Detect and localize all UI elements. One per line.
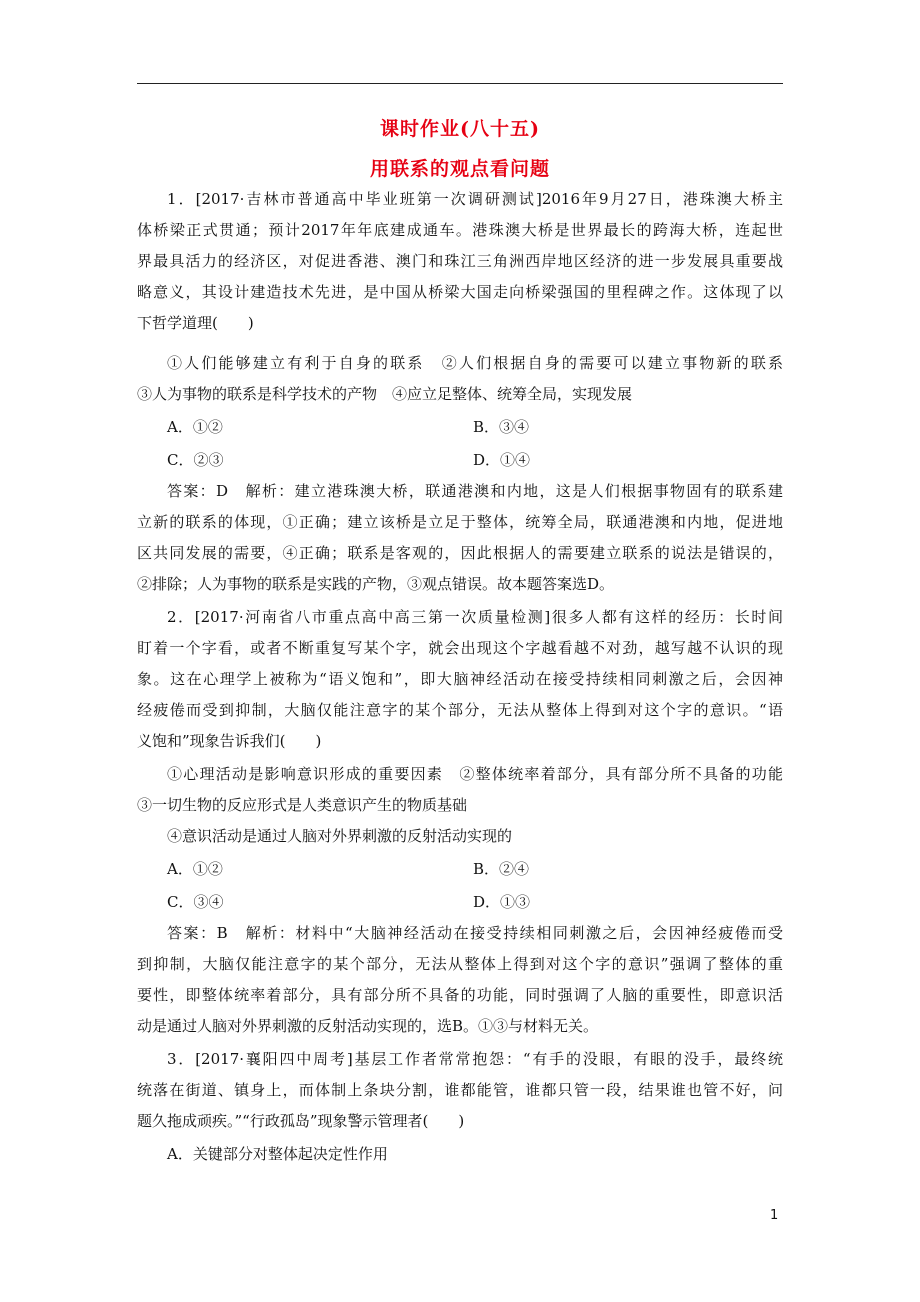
question-3-stem-line-2: 统落在街道、镇身上，而体制上条块分割，谁都能管，谁都只管一段，结果谁也管不好，问	[137, 1081, 783, 1099]
question-1-stem-line-1: 1．[2017·吉林市普通高中毕业班第一次调研测试]2016年9月27日，港珠澳大桥主	[167, 190, 783, 208]
page-number: 1	[770, 1208, 779, 1223]
question-1-answer-line-3: 区共同发展的需要，④正确；联系是客观的，因此根据人的需要建立联系的说法是错误的，	[137, 544, 783, 562]
question-2-stem-line-1: 2．[2017·河南省八市重点高中高三第一次质量检测]很多人都有这样的经历：长时间	[167, 608, 783, 626]
question-1-stem-line-5: 下哲学道理( )	[137, 314, 254, 332]
question-2-option-c: C．③④	[167, 893, 224, 911]
question-1-option-b: B．③④	[473, 418, 530, 436]
question-1-answer-line-1: 答案：D 解析：建立港珠澳大桥，联通港澳和内地，这是人们根据事物固有的联系建	[167, 482, 783, 500]
question-2-option-a: A．①②	[167, 860, 223, 878]
question-2-stem-line-5: 义饱和”现象告诉我们( )	[137, 732, 322, 750]
question-3-stem-line-3: 题久拖成顽疾。”“行政孤岛”现象警示管理者( )	[137, 1112, 465, 1130]
question-1-answer-line-4: ②排除；人为事物的联系是实践的产物，③观点错误。故本题答案选D。	[137, 575, 615, 593]
question-2-answer-line-2: 到抑制，大脑仅能注意字的某个部分，无法从整体上得到对这个字的意识”强调了整体的重	[137, 955, 783, 973]
question-1-option-d: D．①④	[473, 451, 531, 469]
question-2-stem-line-4: 经疲倦而受到抑制，大脑仅能注意字的某个部分，无法从整体上得到对这个字的意识。“语	[137, 701, 783, 719]
question-1-statement-1: ①人们能够建立有利于自身的联系 ②人们根据自身的需要可以建立事物新的联系	[167, 354, 783, 372]
question-1-option-c: C．②③	[167, 451, 224, 469]
question-1-stem-line-3: 界最具活力的经济区，对促进香港、澳门和珠江三角洲西岸地区经济的进一步发展具重要战	[137, 252, 783, 270]
header-rule	[137, 83, 783, 84]
question-1-statement-2: ③人为事物的联系是科学技术的产物 ④应立足整体、统筹全局，实现发展	[137, 385, 633, 403]
page-subtitle: 用联系的观点看问题	[369, 158, 550, 180]
question-2-answer-line-1: 答案：B 解析：材料中“大脑神经活动在接受持续相同刺激之后，会因神经疲倦而受	[167, 924, 783, 942]
question-2-answer-line-4: 动是通过人脑对外界刺激的反射活动实现的，选B。①③与材料无关。	[137, 1017, 599, 1035]
question-2-statement-1: ①心理活动是影响意识形成的重要因素 ②整体统率着部分，具有部分所不具备的功能	[167, 765, 783, 783]
question-3-stem-line-1: 3．[2017·襄阳四中周考]基层工作者常常抱怨：“有手的没眼，有眼的没手，最终统	[167, 1050, 783, 1068]
question-1-stem-line-2: 体桥梁正式贯通；预计2017年年底建成通车。港珠澳大桥是世界最长的跨海大桥，连起世	[137, 221, 783, 239]
question-1-answer-line-2: 立新的联系的体现，①正确；建立该桥是立足于整体，统筹全局，联通港澳和内地，促进地	[137, 513, 783, 531]
question-1-stem-line-4: 略意义，其设计建造技术先进，是中国从桥梁大国走向桥梁强国的里程碑之作。这体现了以	[137, 283, 783, 301]
question-2-stem-line-2: 盯着一个字看，或者不断重复写某个字，就会出现这个字越看越不对劲，越写越不认识的现	[137, 639, 783, 657]
question-2-answer-line-3: 要性，即整体统率着部分，具有部分所不具备的功能，同时强调了人脑的重要性，即意识活	[137, 986, 783, 1004]
question-2-stem-line-3: 象。这在心理学上被称为“语义饱和”，即大脑神经活动在接受持续相同刺激之后，会因神	[137, 670, 783, 688]
question-2-option-d: D．①③	[473, 893, 531, 911]
question-2-statement-2: ③一切生物的反应形式是人类意识产生的物质基础	[137, 796, 468, 814]
page-title: 课时作业(八十五)	[380, 118, 540, 140]
question-2-statement-3: ④意识活动是通过人脑对外界刺激的反射活动实现的	[167, 827, 513, 845]
question-3-option-a: A．关键部分对整体起决定性作用	[167, 1145, 388, 1163]
question-2-option-b: B．②④	[473, 860, 530, 878]
question-1-option-a: A．①②	[167, 418, 223, 436]
